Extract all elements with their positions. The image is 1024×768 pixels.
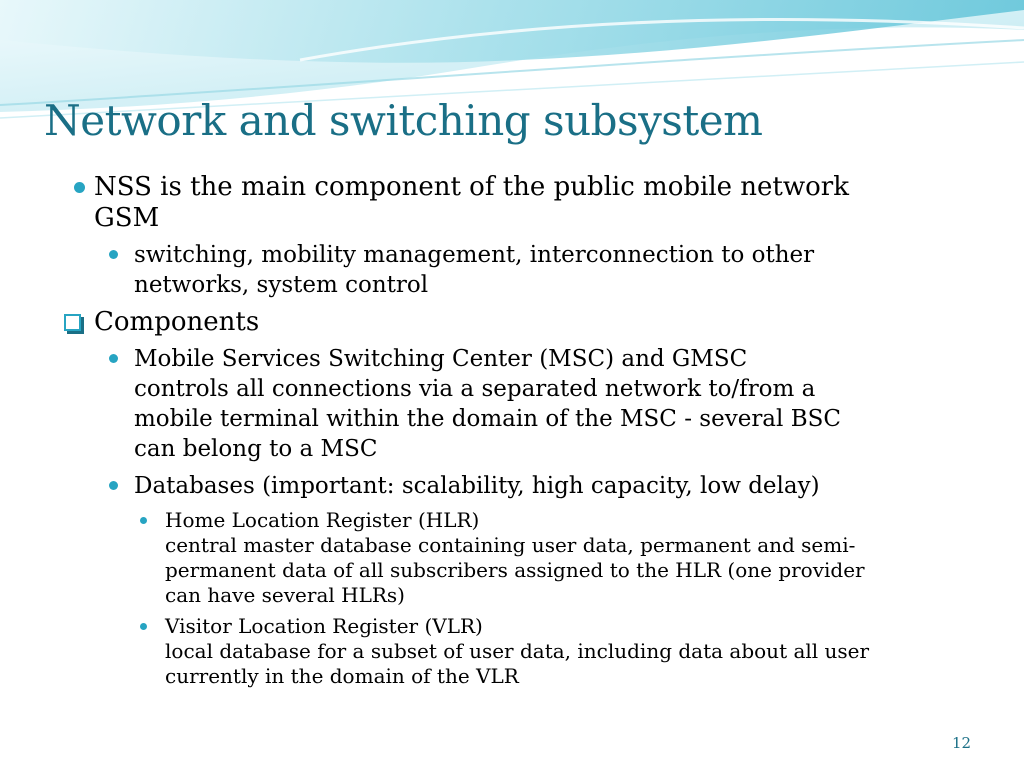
bullet-msc (62, 344, 962, 464)
bullet-components (62, 307, 962, 338)
bullet-line: switching, mobility management, interconnection to other (134, 242, 815, 268)
bullet-dot-icon (109, 250, 118, 259)
bullet-databases (62, 471, 962, 501)
bullet-line: Mobile Services Switching Center (MSC) and GMSC (134, 346, 748, 372)
bullet-dot-icon (74, 182, 85, 193)
checkbox-bullet-icon (64, 314, 81, 331)
bullet-line: Visitor Location Register (VLR) (165, 614, 483, 638)
bullet-line: mobile terminal within the domain of the MSC - several BSC (134, 406, 841, 432)
bullet-switching (62, 240, 962, 300)
bullet-nss (62, 172, 962, 234)
bullet-dot-icon (109, 354, 118, 363)
bullet-line: currently in the domain of the VLR (165, 664, 519, 688)
bullet-line: permanent data of all subscribers assigned to the HLR (one provider (165, 558, 865, 582)
bullet-line: local database for a subset of user data, including data about all user (165, 639, 870, 663)
bullet-hlr (62, 508, 962, 608)
bullet-line: central master database containing user data, permanent and semi- (165, 533, 856, 557)
bullet-line: networks, system control (134, 272, 429, 298)
bullet-line: Home Location Register (HLR) (165, 508, 480, 532)
bullet-line: NSS is the main component of the public mobile network (94, 172, 849, 202)
bullet-line: controls all connections via a separated network to/from a (134, 376, 816, 402)
slide-body (62, 172, 962, 695)
bullet-line: GSM (94, 203, 160, 233)
bullet-line: Databases (important: scalability, high capacity, low delay) (134, 473, 820, 499)
bullet-line: can have several HLRs) (165, 583, 405, 607)
bullet-dot-icon (140, 517, 147, 524)
bullet-line: Components (94, 307, 260, 337)
bullet-line: can belong to a MSC (134, 436, 378, 462)
bullet-dot-icon (140, 623, 147, 630)
page-number: 12 (952, 734, 972, 752)
bullet-dot-icon (109, 481, 118, 490)
slide-title: Network and switching subsystem (44, 96, 763, 145)
bullet-vlr (62, 614, 962, 689)
